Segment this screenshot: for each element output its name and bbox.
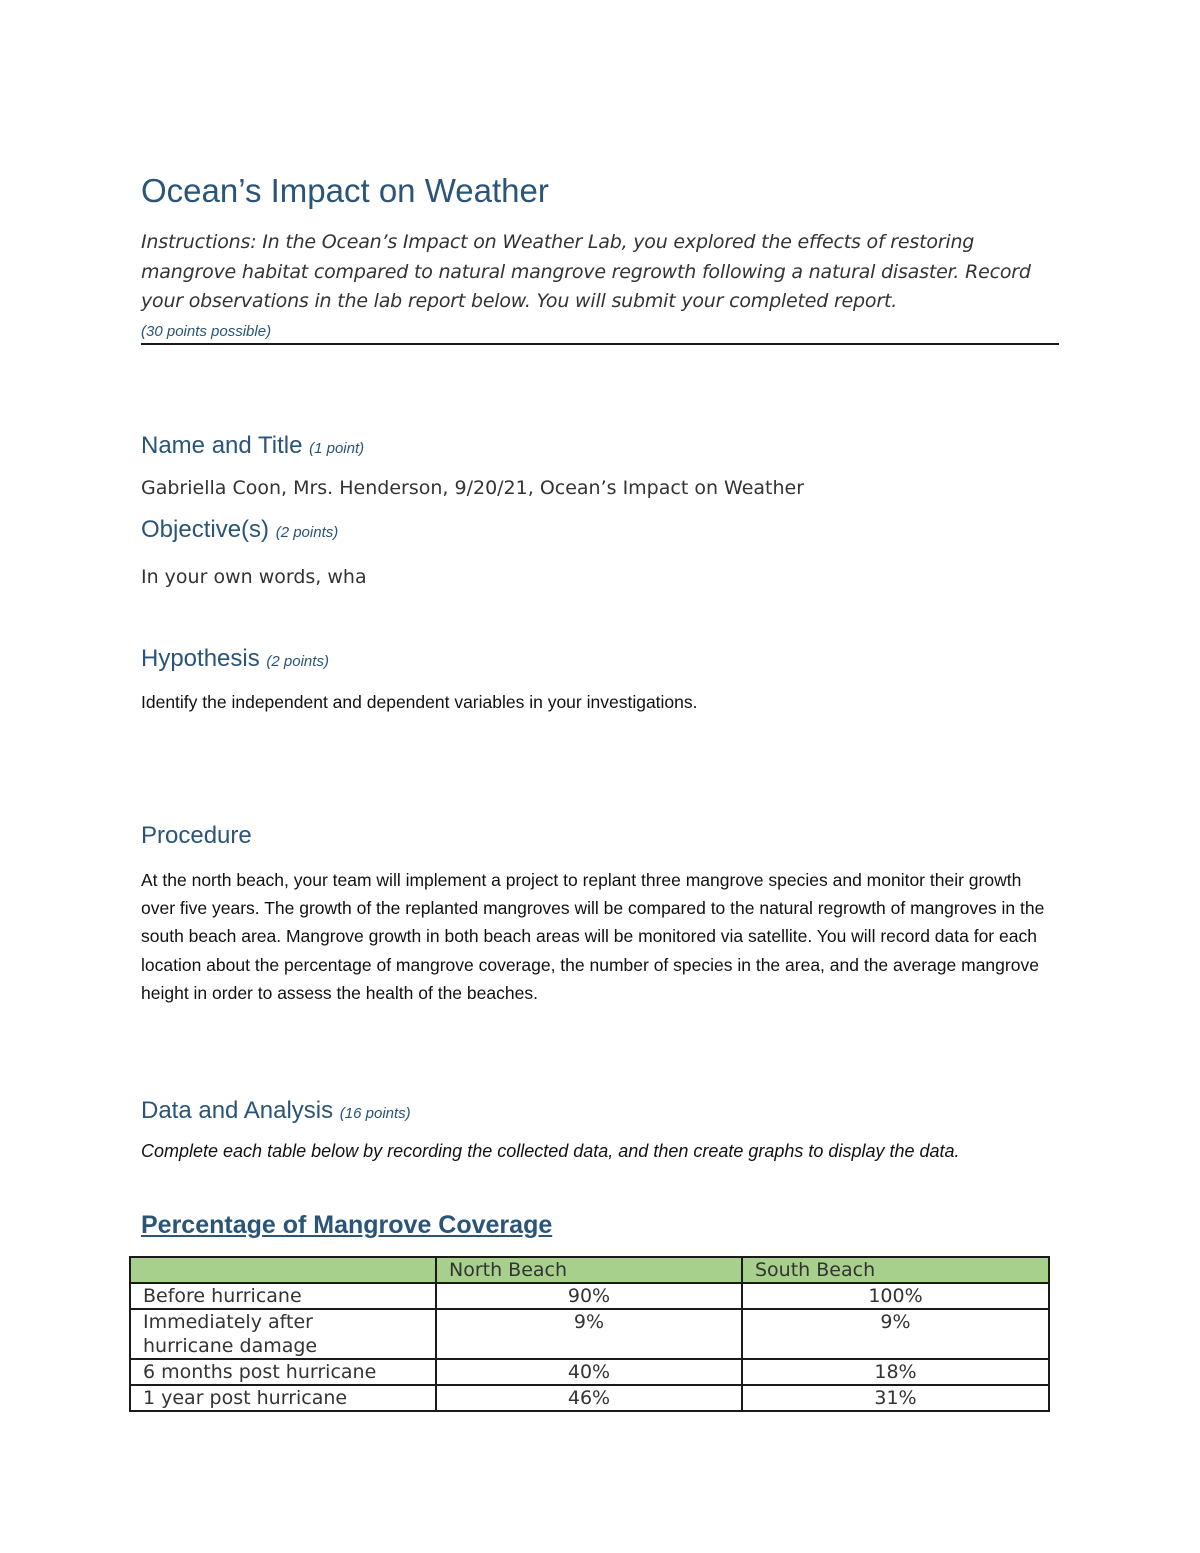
north-beach-value[interactable]: 90% [436, 1283, 742, 1309]
name-title-heading-label: Name and Title [141, 432, 303, 459]
coverage-table-title: Percentage of Mangrove Coverage [141, 1211, 553, 1239]
document-title: Ocean’s Impact on Weather [141, 172, 549, 209]
hypothesis-heading-label: Hypothesis [141, 645, 260, 672]
row-label: Before hurricane [130, 1283, 436, 1309]
north-beach-value[interactable]: 46% [436, 1385, 742, 1411]
table-header-cell: South Beach [742, 1257, 1049, 1283]
title-divider [141, 343, 1059, 345]
data-analysis-note: Complete each table below by recording the collected data, and then create graphs to display the data. [141, 1141, 960, 1161]
hypothesis-points: (2 points) [266, 653, 329, 670]
row-label: 1 year post hurricane [130, 1385, 436, 1411]
data-analysis-points: (16 points) [339, 1105, 411, 1122]
hypothesis-prompt: Identify the independent and dependent variables in your investigations. [141, 692, 698, 712]
south-beach-value[interactable]: 100% [742, 1283, 1049, 1309]
table-row [130, 1283, 1049, 1309]
table-header-row [130, 1257, 1049, 1283]
row-label: Immediately after hurricane damage [130, 1309, 436, 1359]
table-header-cell [130, 1257, 436, 1283]
objectives-heading-label: Objective(s) [141, 516, 270, 543]
hypothesis-heading [141, 644, 329, 677]
coverage-table [129, 1256, 1050, 1412]
data-analysis-heading-label: Data and Analysis [141, 1097, 334, 1124]
name-title-points: (1 point) [309, 440, 365, 457]
north-beach-value[interactable]: 40% [436, 1359, 742, 1385]
document-page [141, 170, 1059, 345]
objectives-heading [141, 515, 338, 548]
row-label: 6 months post hurricane [130, 1359, 436, 1385]
points-possible: (30 points possible) [141, 322, 272, 340]
name-title-heading [141, 431, 364, 464]
north-beach-value[interactable]: 9% [436, 1309, 742, 1359]
table-row [130, 1309, 1049, 1359]
south-beach-value[interactable]: 18% [742, 1359, 1049, 1385]
south-beach-value[interactable]: 9% [742, 1309, 1049, 1359]
table-row [130, 1385, 1049, 1411]
procedure-text: At the north beach, your team will implement a project to replant three mangrove species and monitor their growth over five years. The growth of the replanted mangroves will be compared to the natural regrowth of mangroves in the south beach area. Mangrove growth in both beach areas will be monitored via satellite. You will record data for each location about the percentage of mangrove coverage, the number of species in the area, and the average mangrove height in order to assess the health of the beaches. [141, 870, 1045, 1003]
table-row [130, 1359, 1049, 1385]
objectives-answer[interactable]: In your own words, wha [141, 566, 367, 588]
procedure-heading: Procedure [141, 822, 252, 849]
table-header-cell: North Beach [436, 1257, 742, 1283]
data-analysis-heading [141, 1096, 411, 1129]
objectives-points: (2 points) [275, 524, 339, 541]
instructions-text: Instructions: In the Ocean’s Impact on Weather Lab, you explored the effects of restoring mangrove habitat compared to natural mangrove regrowth following a natural disaster. Record your observations in the lab report below. You will submit your completed report. [141, 231, 1031, 312]
south-beach-value[interactable]: 31% [742, 1385, 1049, 1411]
name-title-answer[interactable]: Gabriella Coon, Mrs. Henderson, 9/20/21, Ocean’s Impact on Weather [141, 477, 805, 499]
